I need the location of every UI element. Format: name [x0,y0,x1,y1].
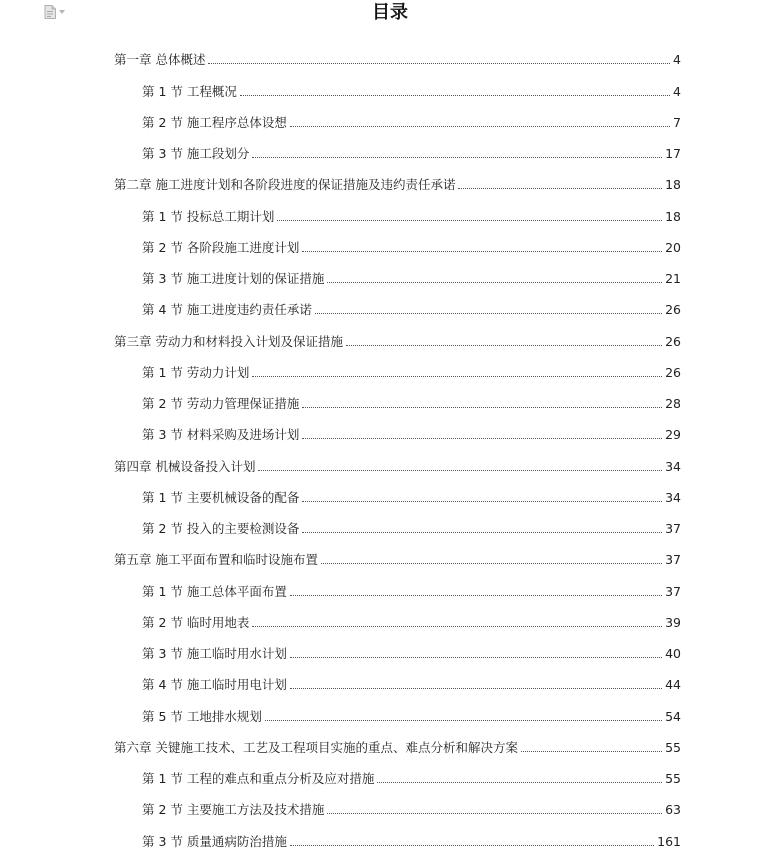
toc-page-number: 29 [665,427,681,443]
toc-chapter-entry[interactable] [114,726,681,757]
toc-section-entry[interactable] [114,132,681,163]
toc-dot-leader [321,563,662,564]
toc-dot-leader [302,251,662,252]
toc-dot-leader [302,532,662,533]
toc-entry-title: 第 3 节 施工段划分 [142,146,250,161]
toc-entry-title: 第 2 节 各阶段施工进度计划 [142,239,300,255]
toc-page-number: 18 [665,208,681,224]
toc-dot-leader [208,63,670,64]
toc-dot-leader [302,407,662,408]
toc-entry-title: 第五章 施工平面布置和临时设施布置 [114,552,318,568]
toc-entry-title: 第二章 施工进度计划和各阶段进度的保证措施及违约责任承诺 [114,177,456,193]
toc-page-number: 34 [665,458,681,474]
toc-page-number: 40 [665,646,681,661]
toc-section-entry[interactable] [114,569,681,600]
toc-section-entry[interactable] [114,601,681,632]
toc-section-entry[interactable] [114,382,681,413]
toc-dot-leader [327,813,662,814]
toc-section-entry[interactable] [114,788,681,819]
toc-page-number: 161 [657,833,681,849]
toc-page-number: 20 [665,239,681,255]
toc-page-number: 37 [665,552,681,568]
toc-page-number: 4 [673,52,681,68]
toc-page-number: 63 [665,802,681,818]
toc-page-number: 37 [665,521,681,536]
toc-dot-leader [458,188,662,189]
toc-page-number: 18 [665,177,681,193]
toc-page-number: 44 [665,677,681,693]
toc-dot-leader [521,751,662,752]
toc-page-number: 34 [665,489,681,505]
toc-dot-leader [240,95,670,96]
toc-entry-title: 第 5 节 工地排水规划 [142,708,262,724]
toc-entry-title: 第六章 关键施工技术、工艺及工程项目实施的重点、难点分析和解决方案 [114,739,518,755]
toc-entry-title: 第 4 节 施工进度违约责任承诺 [142,302,312,318]
toc-chapter-entry[interactable] [114,444,681,475]
toc-dot-leader [346,345,662,346]
toc-dot-leader [315,313,662,314]
toc-dot-leader [302,438,662,439]
toc-dot-leader [252,157,662,158]
toc-section-entry[interactable] [114,757,681,788]
toc-page-number: 55 [665,739,681,755]
toc-section-entry[interactable] [114,632,681,663]
toc-page-number: 54 [665,708,681,724]
toc-section-entry[interactable] [114,507,681,538]
toc-dot-leader [290,595,662,596]
toc-section-entry[interactable] [114,663,681,694]
toc-chapter-entry[interactable] [114,163,681,194]
toc-dot-leader [265,720,662,721]
toc-section-entry[interactable] [114,288,681,319]
toc-entry-title: 第 1 节 投标总工期计划 [142,208,275,224]
toc-section-entry[interactable] [114,351,681,382]
toc-entry-title: 第 1 节 工程的难点和重点分析及应对措施 [142,771,375,786]
toc-chapter-entry[interactable] [114,538,681,569]
toc-dot-leader [252,376,662,377]
toc-dot-leader [327,282,662,283]
toc-section-entry[interactable] [114,694,681,725]
toc-page-number: 39 [665,614,681,630]
toc-page-number: 55 [665,771,681,786]
toc-page-number: 7 [673,114,681,130]
toc-section-entry[interactable] [114,194,681,225]
toc-entry-title: 第 1 节 工程概况 [142,83,237,99]
toc-entry-title: 第 1 节 施工总体平面布置 [142,583,287,599]
toc-dot-leader [252,626,662,627]
toc-chapter-entry[interactable] [114,319,681,350]
toc-section-entry[interactable] [114,413,681,444]
toc-entry-title: 第四章 机械设备投入计划 [114,458,256,474]
toc-entry-title: 第 3 节 施工进度计划的保证措施 [142,271,325,286]
toc-entry-title: 第 3 节 材料采购及进场计划 [142,427,300,443]
toc-page-number: 17 [665,146,681,161]
toc-entry-title: 第 3 节 质量通病防治措施 [142,833,287,849]
toc-section-entry[interactable] [114,819,681,850]
toc-entry-title: 第 1 节 劳动力计划 [142,364,250,380]
toc-page-number: 4 [673,83,681,99]
toc-entry-title: 第 3 节 施工临时用水计划 [142,646,287,661]
toc-entry-title: 第一章 总体概述 [114,52,206,68]
toc-entry-title: 第三章 劳动力和材料投入计划及保证措施 [114,333,343,349]
toc-dot-leader [258,470,662,471]
toc-section-entry[interactable] [114,257,681,288]
toc-entry-title: 第 4 节 施工临时用电计划 [142,677,287,693]
table-of-contents [114,38,681,851]
toc-page-number: 26 [665,333,681,349]
toc-section-entry[interactable] [114,226,681,257]
document-title: 目录 [372,2,408,23]
toc-section-entry[interactable] [114,69,681,100]
toc-page-number: 26 [665,364,681,380]
toc-entry-title: 第 1 节 主要机械设备的配备 [142,489,300,505]
toc-entry-title: 第 2 节 劳动力管理保证措施 [142,396,300,411]
toc-dot-leader [302,501,662,502]
toc-dot-leader [277,220,662,221]
toc-page-number: 21 [665,271,681,286]
toc-dot-leader [290,688,662,689]
toc-page-number: 26 [665,302,681,318]
toc-page-number: 28 [665,396,681,411]
toc-entry-title: 第 2 节 施工程序总体设想 [142,114,287,130]
toc-entry-title: 第 2 节 主要施工方法及技术措施 [142,802,325,818]
toc-section-entry[interactable] [114,476,681,507]
toc-page-number: 37 [665,583,681,599]
toc-dot-leader [290,657,662,658]
toc-chapter-entry[interactable] [114,38,681,69]
toc-dot-leader [377,782,662,783]
toc-entry-title: 第 2 节 临时用地表 [142,614,250,630]
toc-dot-leader [290,126,670,127]
toc-entry-title: 第 2 节 投入的主要检测设备 [142,521,300,536]
toc-section-entry[interactable] [114,101,681,132]
